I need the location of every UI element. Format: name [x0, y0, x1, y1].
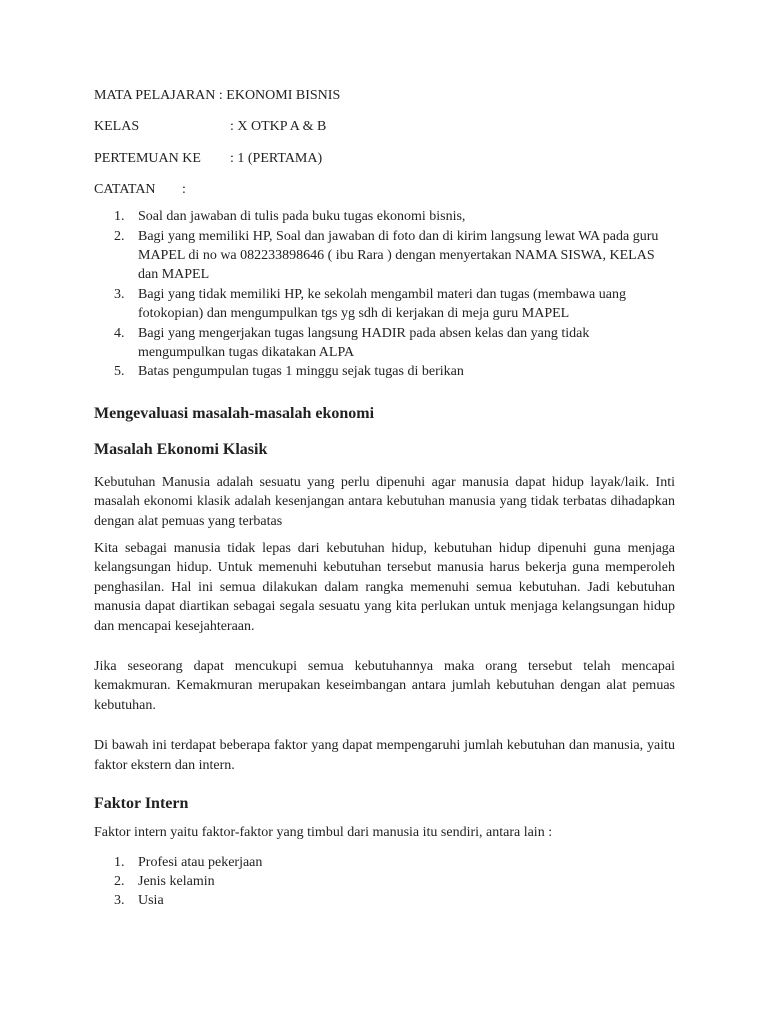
list-number: 1. [114, 854, 125, 870]
list-number: 4. [114, 325, 125, 341]
list-item [94, 227, 675, 285]
pertemuan-label: PERTEMUAN KE [94, 150, 201, 166]
list-number: 3. [114, 893, 125, 909]
list-text: Soal dan jawaban di tulis pada buku tugas ekonomi bisnis, [138, 209, 466, 225]
list-number: 1. [114, 209, 125, 225]
list-text: Jenis kelamin [138, 873, 215, 889]
list-item [94, 362, 675, 381]
list-item [94, 207, 675, 226]
list-text: Batas pengumpulan tugas 1 minggu sejak tugas di berikan [138, 364, 464, 380]
faktor-intern-title: Faktor Intern [94, 795, 189, 813]
list-number: 2. [114, 228, 125, 244]
list-text: Bagi yang mengerjakan tugas langsung HADIR pada absen kelas dan yang tidak mengumpulkan tugas dikatakan ALPA [138, 325, 590, 361]
catatan-colon: : [182, 182, 186, 198]
paragraph: Kita sebagai manusia tidak lepas dari kebutuhan hidup, kebutuhan hidup dipenuhi guna menjaga kelangsungan hidup. Untuk memenuhi kebutuhan tersebut manusia harus bekerja guna memperoleh penghasilan. Hal ini semua dilakukan dalam rangka memenuhi semua kebutuhan. Jadi kebutuhan manusia dapat diartikan sebagai segala sesuatu yang kita perlukan untuk menjaga kelangsungan hidup dan mencapai kesejahteraan. [94, 541, 675, 634]
paragraph: Di bawah ini terdapat beberapa faktor yang dapat mempengaruhi jumlah kebutuhan dan manusia, yaitu faktor ekstern dan intern. [94, 738, 675, 773]
catatan-label: CATATAN [94, 182, 156, 198]
kelas-row [94, 117, 675, 136]
catatan-list [94, 207, 675, 382]
list-item [94, 853, 675, 872]
list-item [94, 872, 675, 891]
faktor-intro: Faktor intern yaitu faktor-faktor yang timbul dari manusia itu sendiri, antara lain : [94, 825, 553, 841]
subtitle: Masalah Ekonomi Klasik [94, 440, 268, 458]
list-number: 2. [114, 873, 125, 889]
paragraph: Jika seseorang dapat mencukupi semua kebutuhannya maka orang tersebut telah mencapai kemakmuran. Kemakmuran merupakan keseimbangan antara jumlah kebutuhan dengan alat pemuas kebutuhan. [94, 659, 675, 713]
list-number: 3. [114, 286, 125, 302]
faktor-list [94, 853, 675, 911]
mata-pelajaran-text: MATA PELAJARAN : EKONOMI BISNIS [94, 88, 341, 103]
paragraph: Kebutuhan Manusia adalah sesuatu yang perlu dipenuhi agar manusia dapat hidup layak/laik. Inti masalah ekonomi klasik adalah kesenjangan antara kebutuhan manusia yang tidak terbatas dihadapkan dengan alat pemuas yang terbatas [94, 474, 675, 529]
pertemuan-row [94, 149, 675, 168]
list-text: Bagi yang memiliki HP, Soal dan jawaban di foto dan di kirim langsung lewat WA pada guru MAPEL di no wa 082233898646 ( ibu Rara ) dengan menyertakan NAMA SISWA, KELAS dan MAPEL [138, 228, 659, 283]
kelas-label: KELAS [94, 119, 140, 135]
list-item [94, 891, 675, 910]
list-item [94, 324, 675, 363]
section-title: Mengevaluasi masalah-masalah ekonomi [94, 404, 375, 422]
document-content [94, 86, 675, 911]
list-text: Bagi yang tidak memiliki HP, ke sekolah mengambil materi dan tugas (membawa uang fotokopian) dan mengumpulkan tgs yg sdh di kerjakan di meja guru MAPEL [138, 286, 626, 322]
pertemuan-value: : 1 (PERTAMA) [230, 150, 323, 166]
list-item [94, 285, 675, 324]
kelas-value: : X OTKP A & B [230, 119, 327, 135]
catatan-row [94, 180, 675, 199]
list-number: 5. [114, 364, 125, 380]
list-text: Profesi atau pekerjaan [138, 854, 263, 870]
mata-pelajaran-row [94, 86, 675, 105]
list-text: Usia [138, 893, 164, 909]
